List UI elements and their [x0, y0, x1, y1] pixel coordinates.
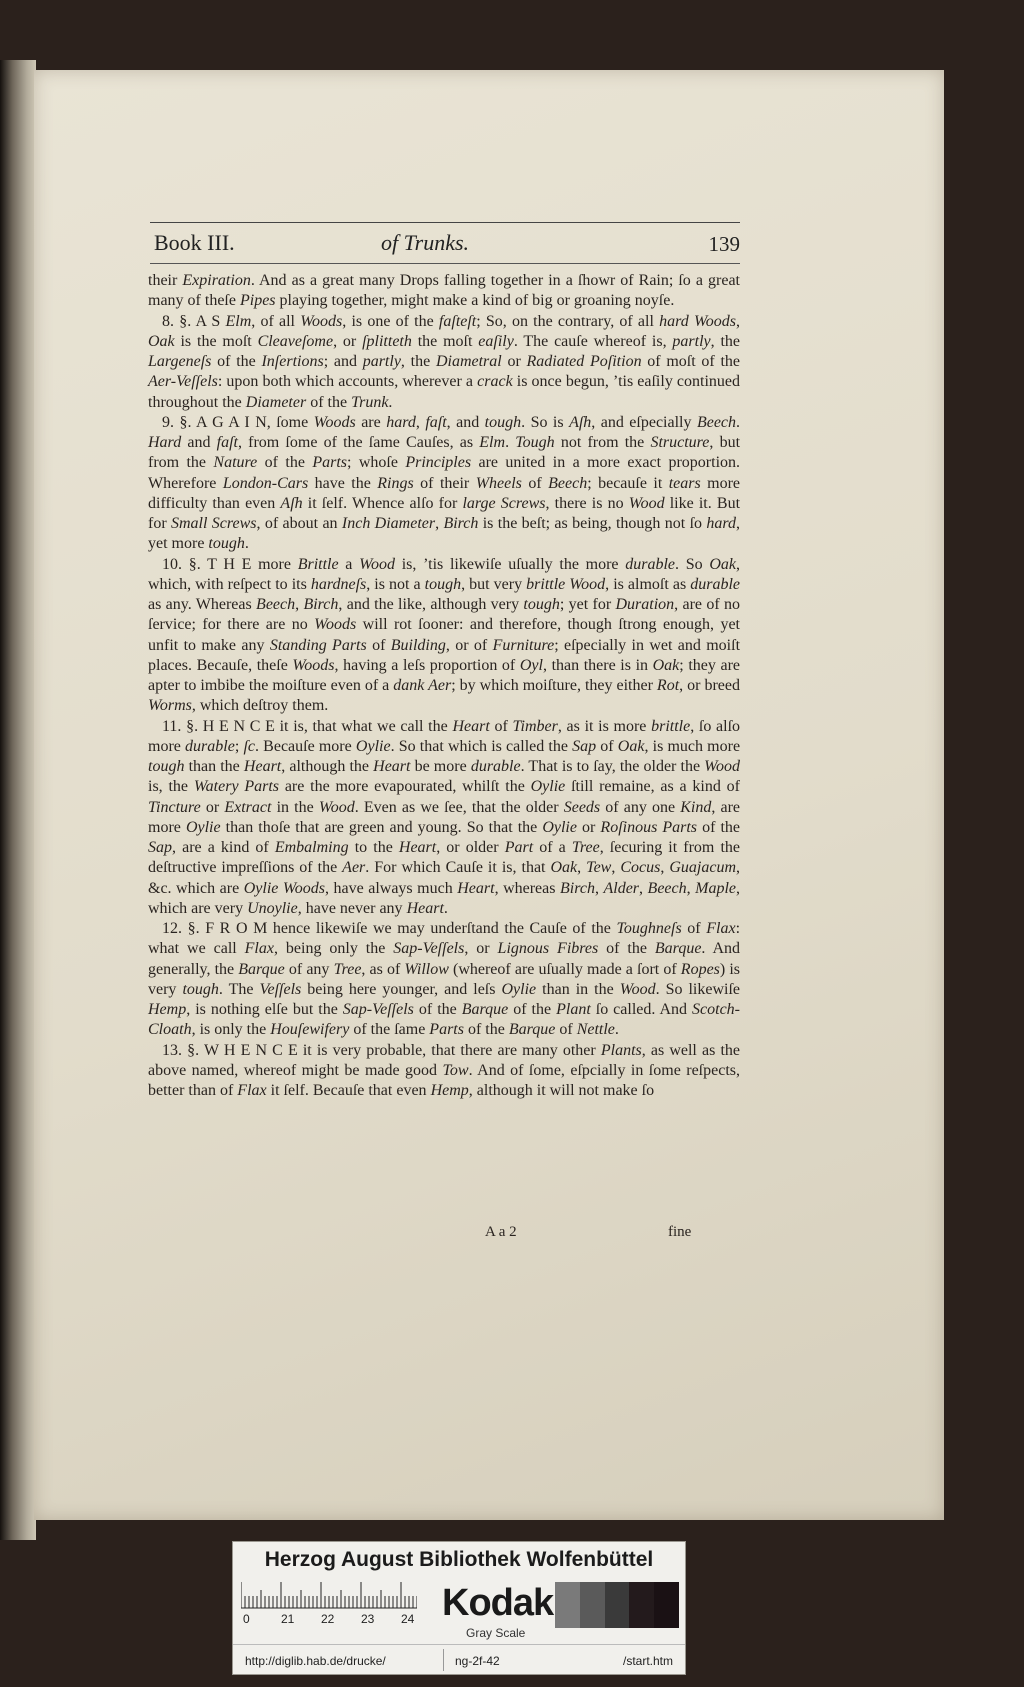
paragraph-12: 12. §. F R O M hence likewiſe we may underſtand the Cauſe of the Toughneſs of Flax: what we call Flax, being only the Sap-Veſſels, or Lignous Fibres of the Barque. And generally, the Barque of any Tree, as of Willow (whereof are uſually made a ſort of Ropes) is very tough. The Veſſels being here younger, and leſs Oylie than in the Wood. So likewiſe Hemp, is nothing elſe but the Sap-Veſſels of the Barque of the Plant ſo called. And Scotch-Cloath, is only the Houſewifery of the ſame Parts of the Barque of Nettle. [148, 920, 741, 1039]
page-number: 139 [708, 232, 740, 256]
gray-patch [605, 1582, 630, 1628]
ruler-number: 22 [321, 1612, 335, 1626]
kodak-logo: Kodak [442, 1582, 554, 1624]
signature-mark: A a 2 [485, 1224, 517, 1240]
ruler-number: 21 [281, 1612, 295, 1626]
running-head [154, 230, 740, 260]
gray-patch [654, 1582, 679, 1628]
url-start: /start.htm [622, 1654, 673, 1668]
ruler-number: 23 [361, 1612, 375, 1626]
gray-scale-patches [555, 1582, 679, 1628]
ruler-number: 0 [243, 1612, 250, 1626]
paragraph-8: 8. §. A S Elm, of all Woods, is one of the faſteſt; So, on the contrary, of all hard Woods, Oak is the moſt Cleaveſome, or ſplitteth the moſt eaſily. The cauſe whereof is, partly, the Largeneſs of the Inſertions; and partly, the Diametral or Radiated Poſition of moſt of the Aer-Veſſels: upon both which accounts, wherever a crack is once begun, ’tis eaſily continued throughout the Diameter of the Trunk. [148, 312, 741, 411]
color-target-card [232, 1541, 686, 1675]
url-base: http://diglib.hab.de/drucke/ [245, 1654, 386, 1668]
binding-edge [0, 60, 36, 1540]
url-strip [233, 1644, 685, 1675]
ruler-number: 24 [401, 1612, 415, 1626]
paragraph-continuation: their Expiration. And as a great many Drops falling together in a ſhowr of Rain; ſo a great many of theſe Pipes playing together, might make a kind of big or groaning noyſe. [148, 272, 740, 310]
header-rule-top [150, 222, 740, 223]
paragraph-13: 13. §. W H E N C E it is very probable, that there are many other Plants, as well as the above named, whereof might be made good Tow. And of ſome, eſpcially in ſome reſpects, better than of Flax it ſelf. Becauſe that even Hemp, although it will not make ſo [148, 1041, 740, 1099]
library-name: Herzog August Bibliothek Wolfenbüttel [264, 1548, 654, 1571]
header-rule-bottom [150, 263, 740, 264]
paragraph-11: 11. §. H E N C E it is, that what we call the Heart of Timber, as it is more brittle, ſo alſo more durable; ſc. Becauſe more Oylie. So that which is called the Sap of Oak, is much more tough than the Heart, although the Heart be more durable. That is to ſay, the older the Wood is, the Watery Parts are the more evapourated, whilſt the Oylie ſtill remaine, as a kind of Tincture or Extract in the Wood. Even as we ſee, that the older Seeds of any one Kind, are more Oylie than thoſe that are green and young. So that the Oylie or Roſinous Parts of the Sap, are a kind of Embalming to the Heart, or older Part of a Tree, ſecuring it from the deſtructive impreſſions of the Aer. For which Cauſe it is, that Oak, Tew, Cocus, Guajacum, &c. which are Oylie Woods, have always much Heart, whereas Birch, Alder, Beech, Maple, which are very Unoylie, have never any Heart. [148, 717, 741, 917]
book-label: Book III. [154, 230, 235, 255]
chapter-title: of Trunks. [381, 230, 470, 255]
catchword: fine [668, 1224, 692, 1240]
gray-patch [580, 1582, 605, 1628]
url-divider [443, 1649, 444, 1671]
url-id: ng-2f-42 [455, 1654, 500, 1668]
paragraph-9: 9. §. A G A I N, ſome Woods are hard, faſt, and tough. So is Aſh, and eſpecially Beech. Hard and faſt, from ſome of the ſame Cauſes, as Elm. Tough not from the Structure, but from the Nature of the Parts; whoſe Principles are united in a more exact proportion. Wherefore London-Cars have the Rings of their Wheels of Beech; becauſe it tears more difficulty than even Aſh it ſelf. Whence alſo for large Screws, there is no Wood like it. But for Small Screws, of about an Inch Diameter, Birch is the beſt; as being, though not ſo hard, yet more tough. [148, 413, 741, 553]
body-text [148, 271, 740, 1101]
gray-scale-label: Gray Scale [466, 1626, 526, 1640]
gray-patch [555, 1582, 580, 1628]
paragraph-10: 10. §. T H E more Brittle a Wood is, ’tis likewiſe uſually the more durable. So Oak, which, with reſpect to its hardneſs, is not a tough, but very brittle Wood, is almoſt as durable as any. Whereas Beech, Birch, and the like, although very tough; yet for Duration, are of no ſervice; for there are no Woods will rot ſooner: and therefore, though ſtrong enough, yet unfit to make any Standing Parts of Building, or of Furniture; eſpecially in wet and moiſt places. Becauſe, theſe Woods, having a leſs proportion of Oyl, than there is in Oak; they are apter to imbibe the moiſture even of a dank Aer; by which moiſture, they either Rot, or breed Worms, which deſtroy them. [148, 555, 741, 715]
gray-patch [629, 1582, 654, 1628]
ruler-scale [241, 1580, 417, 1610]
